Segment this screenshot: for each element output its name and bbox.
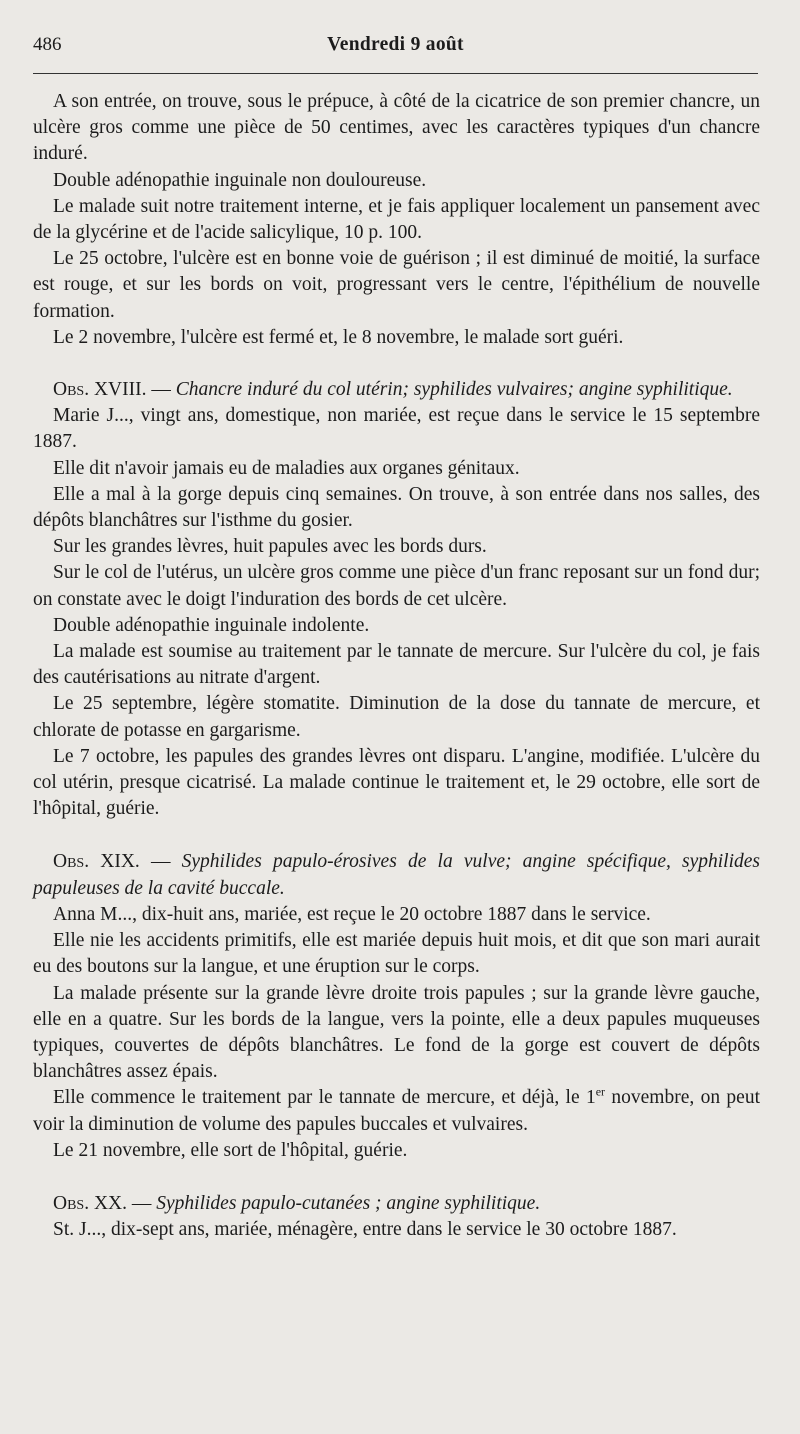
case19-label: Obs. XIX. (53, 851, 140, 873)
case18-paragraph-2: Elle dit n'avoir jamais eu de maladies aux organes génitaux. (53, 457, 520, 479)
case19-paragraph-4-start: Elle commence le traitement par le tannate de mercure, et déjà, le 1 (53, 1087, 596, 1109)
case20-dash: — (127, 1192, 157, 1214)
case19-heading (33, 849, 760, 901)
case19-paragraph-4 (33, 1085, 760, 1137)
case18-paragraph-9: Le 7 octobre, les papules des grandes lèvres ont disparu. L'angine, modifiée. L'ulcère du col utérin, presque cicatrisé. La malade continue le traitement et, le 29 octobre, elle sort de l'hôpital, guérie. (33, 745, 760, 820)
case20-label: Obs. XX. (53, 1192, 127, 1214)
case19-paragraph-2: Elle nie les accidents primitifs, elle est mariée depuis huit mois, et dit que son mari aurait eu des boutons sur la langue, et une éruption sur le corps. (33, 930, 760, 978)
case18-paragraph-1: Marie J..., vingt ans, domestique, non mariée, est reçue dans le service le 15 septembre 1887. (33, 405, 760, 453)
case19-paragraph-4-end: novembre, on peut voir la diminution de volume des papules buccales et vulvaires. (33, 1087, 761, 1135)
case20-title: Syphilides papulo-cutanées ; angine syphilitique. (156, 1192, 541, 1214)
case17-paragraph-2: Double adénopathie inguinale non douloureuse. (53, 169, 427, 191)
case18-paragraph-5: Sur le col de l'utérus, un ulcère gros comme une pièce d'un franc reposant sur un fond dur; on constate avec le doigt l'induration des bords de cet ulcère. (33, 562, 760, 610)
case19-paragraph-3: La malade présente sur la grande lèvre droite trois papules ; sur la grande lèvre gauche, elle en a quatre. Sur les bords de la langue, vers la pointe, elle a deux papules muqueuses typiques, couvertes de dépôts blanchâtres. Le fond de la gorge est couvert de dépôts blanchâtres assez épais. (33, 982, 760, 1083)
case18-paragraph-3: Elle a mal à la gorge depuis cinq semaines. On trouve, à son entrée dans nos salles, des dépôts blanchâtres sur l'isthme du gosier. (33, 483, 760, 532)
case20-heading (33, 1191, 760, 1217)
case19-paragraph-5: Le 21 novembre, elle sort de l'hôpital, guérie. (53, 1139, 408, 1161)
case18-paragraph-4: Sur les grandes lèvres, huit papules avec les bords durs. (53, 536, 487, 558)
page-body (33, 89, 760, 1243)
ordinal-superscript: er (595, 1084, 606, 1099)
running-title: Vendredi 9 août (327, 34, 464, 55)
case18-label: Obs. XVIII. (53, 379, 147, 401)
case18-heading (33, 377, 760, 403)
case18-paragraph-8: Le 25 septembre, légère stomatite. Diminution de la dose du tannate de mercure, et chlorate de potasse en gargarisme. (33, 693, 760, 741)
case17-paragraph-3: Le malade suit notre traitement interne, et je fais appliquer localement un pansement avec de la glycérine et de l'acide salicylique, 10 p. 100. (33, 195, 760, 244)
case20-paragraph-1: St. J..., dix-sept ans, mariée, ménagère, entre dans le service le 30 octobre 1887. (53, 1219, 677, 1241)
case19-title: Syphilides papulo-érosives de la vulve; angine spécifique, syphilides papuleuses de la cavité buccale. (33, 851, 761, 899)
case19-dash: — (139, 851, 182, 873)
case18-paragraph-7: La malade est soumise au traitement par le tannate de mercure. Sur l'ulcère du col, je fais des cautérisations au nitrate d'argent. (33, 641, 760, 689)
header-rule (33, 73, 758, 74)
page-number: 486 (33, 34, 62, 55)
case18-paragraph-6: Double adénopathie inguinale indolente. (53, 614, 370, 636)
page-header (33, 30, 758, 60)
case18-title: Chancre induré du col utérin; syphilides vulvaires; angine syphilitique. (175, 379, 733, 401)
case18-dash: — (146, 379, 176, 401)
case17-paragraph-5: Le 2 novembre, l'ulcère est fermé et, le 8 novembre, le malade sort guéri. (53, 326, 624, 348)
case17-paragraph-4: Le 25 octobre, l'ulcère est en bonne voie de guérison ; il est diminué de moitié, la surface est rouge, et sur les bords on voit, progressant vers le centre, l'épithélium de nouvelle formation. (33, 248, 760, 322)
case17-paragraph-1: A son entrée, on trouve, sous le prépuce, à côté de la cicatrice de son premier chancre, un ulcère gros comme une pièce de 50 centimes, avec les caractères typiques d'un chancre induré. (33, 91, 760, 165)
case19-paragraph-1: Anna M..., dix-huit ans, mariée, est reçue le 20 octobre 1887 dans le service. (53, 903, 651, 925)
